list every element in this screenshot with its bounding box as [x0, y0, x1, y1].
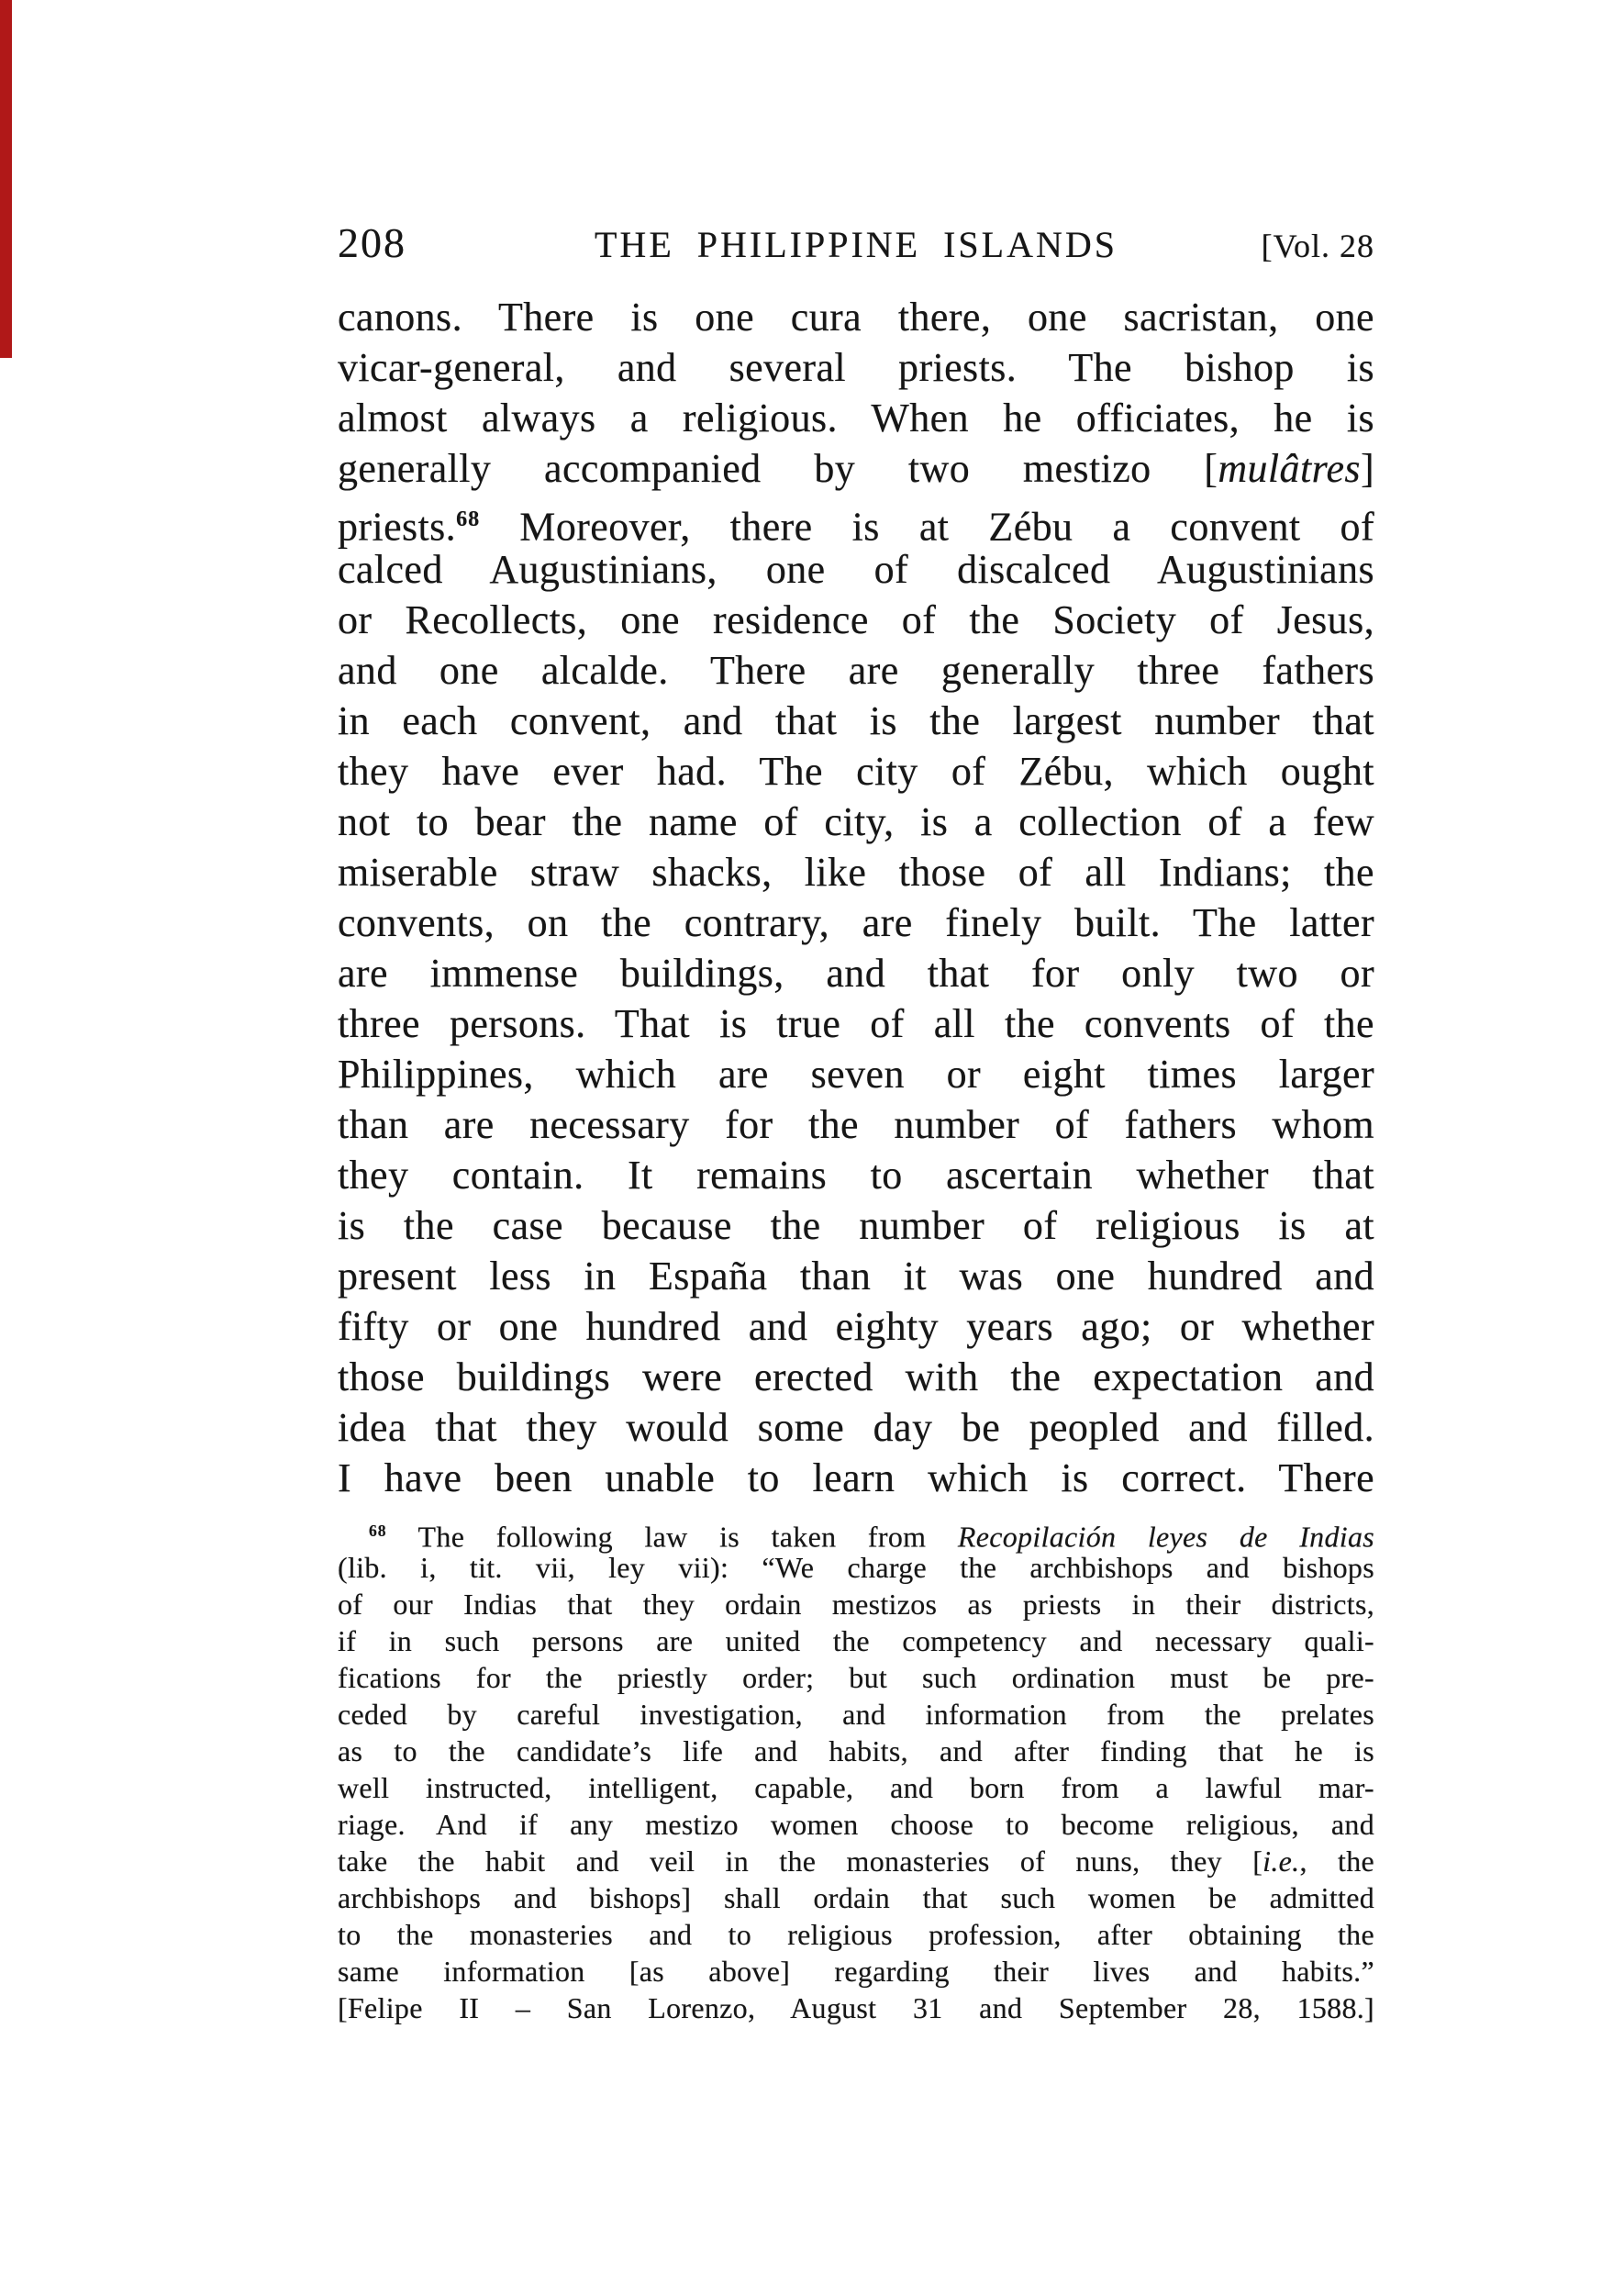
text-line — [338, 1200, 1374, 1251]
text-segment: Philippines, which are seven or eight times larger — [338, 1052, 1374, 1097]
text-segment: generally accompanied by two mestizo [ — [338, 446, 1218, 491]
text-line — [338, 1659, 1374, 1696]
text-segment: if in such persons are united the competency and necessary quali- — [338, 1624, 1374, 1657]
text-segment: miserable straw shacks, like those of all Indians; the — [338, 850, 1374, 895]
text-segment: mulâtres — [1218, 446, 1361, 491]
text-line — [338, 1769, 1374, 1806]
text-segment: Recopilación leyes de Indias — [957, 1520, 1374, 1554]
page-header — [338, 218, 1374, 267]
text-line — [338, 1099, 1374, 1150]
text-line — [338, 948, 1374, 998]
text-line — [338, 292, 1374, 342]
text-line — [338, 1622, 1374, 1659]
text-line — [338, 1953, 1374, 1990]
body-text — [338, 292, 1374, 1503]
text-segment: than are necessary for the number of fathers whom — [338, 1102, 1374, 1147]
text-line — [338, 494, 1374, 550]
text-segment: fications for the priestly order; but such ordination must be pre- — [338, 1661, 1374, 1694]
text-segment: i.e. — [1262, 1845, 1300, 1878]
text-segment: [Felipe II – San Lorenzo, August 31 and September 28, 1588.] — [338, 1991, 1374, 2024]
text-segment: ceded by careful investigation, and information from the prelates — [338, 1698, 1374, 1731]
text-line — [338, 1512, 1374, 1554]
text-segment: convents, on the contrary, are finely built. The latter — [338, 900, 1374, 945]
text-line — [338, 1549, 1374, 1586]
text-segment: present less in España than it was one hundred and — [338, 1254, 1374, 1299]
text-segment: of our Indias that they ordain mestizos as priests in their districts, — [338, 1588, 1374, 1621]
text-segment: Moreover, there is at Zébu a convent of — [480, 504, 1374, 550]
text-line — [338, 998, 1374, 1049]
page-number: 208 — [338, 219, 406, 266]
text-segment: vicar-general, and several priests. The bishop is — [338, 345, 1374, 390]
footnote — [338, 1512, 1374, 2026]
text-segment: (lib. i, tit. vii, ley vii): “We charge the archbishops and bishops — [338, 1551, 1374, 1584]
text-segment: riage. And if any mestizo women choose to become religious, and — [338, 1808, 1374, 1841]
text-segment: three persons. That is true of all the convents of the — [338, 1001, 1374, 1046]
text-line — [338, 393, 1374, 443]
text-segment: those buildings were erected with the expectation and — [338, 1354, 1374, 1399]
text-segment: to the monasteries and to religious profession, after obtaining the — [338, 1918, 1374, 1951]
text-line — [338, 1352, 1374, 1402]
text-line — [338, 1733, 1374, 1769]
text-line — [338, 1301, 1374, 1352]
text-segment: are immense buildings, and that for only two or — [338, 951, 1374, 996]
text-line — [338, 797, 1374, 847]
text-segment: not to bear the name of city, is a collection of a few — [338, 799, 1374, 844]
text-segment: The following law is taken from — [386, 1520, 958, 1554]
text-segment: well instructed, intelligent, capable, and born from a lawful mar- — [338, 1771, 1374, 1804]
text-segment: archbishops and bishops] shall ordain that such women be admitted — [338, 1881, 1374, 1914]
text-line — [338, 1879, 1374, 1916]
text-line — [338, 1150, 1374, 1200]
text-line — [338, 1990, 1374, 2026]
text-line — [338, 1453, 1374, 1503]
text-segment: as to the candidate’s life and habits, and after finding that he is — [338, 1734, 1374, 1767]
text-line — [338, 1586, 1374, 1622]
text-line — [338, 595, 1374, 645]
text-line — [338, 1251, 1374, 1301]
text-line — [338, 1843, 1374, 1879]
text-segment: canons. There is one cura there, one sacristan, one — [338, 295, 1374, 340]
text-segment: idea that they would some day be peopled and filled. — [338, 1405, 1374, 1450]
text-line — [338, 1402, 1374, 1453]
text-line — [338, 443, 1374, 494]
text-line — [338, 1806, 1374, 1843]
text-segment: they have ever had. The city of Zébu, which ought — [338, 749, 1374, 794]
text-segment: almost always a religious. When he officiates, he is — [338, 396, 1374, 440]
footnote-marker: 68 — [456, 507, 481, 531]
text-line — [338, 1916, 1374, 1953]
text-line — [338, 897, 1374, 948]
text-segment: they contain. It remains to ascertain whether that — [338, 1153, 1374, 1198]
text-segment: calced Augustinians, one of discalced Augustinians — [338, 547, 1374, 592]
text-segment: I have been unable to learn which is correct. There — [338, 1455, 1374, 1500]
text-segment: fifty or one hundred and eighty years ago; or whether — [338, 1304, 1374, 1349]
red-edge-mark — [0, 0, 12, 358]
text-line — [338, 1696, 1374, 1733]
text-segment: in each convent, and that is the largest number that — [338, 698, 1374, 743]
text-line — [338, 544, 1374, 595]
text-segment: or Recollects, one residence of the Society of Jesus, — [338, 597, 1374, 642]
text-line — [338, 696, 1374, 746]
text-line — [338, 1049, 1374, 1099]
text-segment: , the — [1299, 1845, 1375, 1878]
text-segment: ] — [1360, 446, 1374, 491]
text-line — [338, 847, 1374, 897]
footnote-marker: 68 — [369, 1522, 387, 1540]
text-segment: priests. — [338, 504, 457, 550]
text-line — [338, 645, 1374, 696]
text-segment: take the habit and veil in the monasteries of nuns, they [ — [338, 1845, 1263, 1878]
text-line — [338, 342, 1374, 393]
text-line — [338, 746, 1374, 797]
text-segment: same information [as above] regarding their lives and habits.” — [338, 1955, 1374, 1988]
volume-label: [Vol. 28 — [1261, 228, 1374, 264]
text-segment: is the case because the number of religious is at — [338, 1203, 1374, 1248]
running-title: THE PHILIPPINE ISLANDS — [595, 224, 1118, 265]
text-segment: and one alcalde. There are generally three fathers — [338, 648, 1374, 693]
